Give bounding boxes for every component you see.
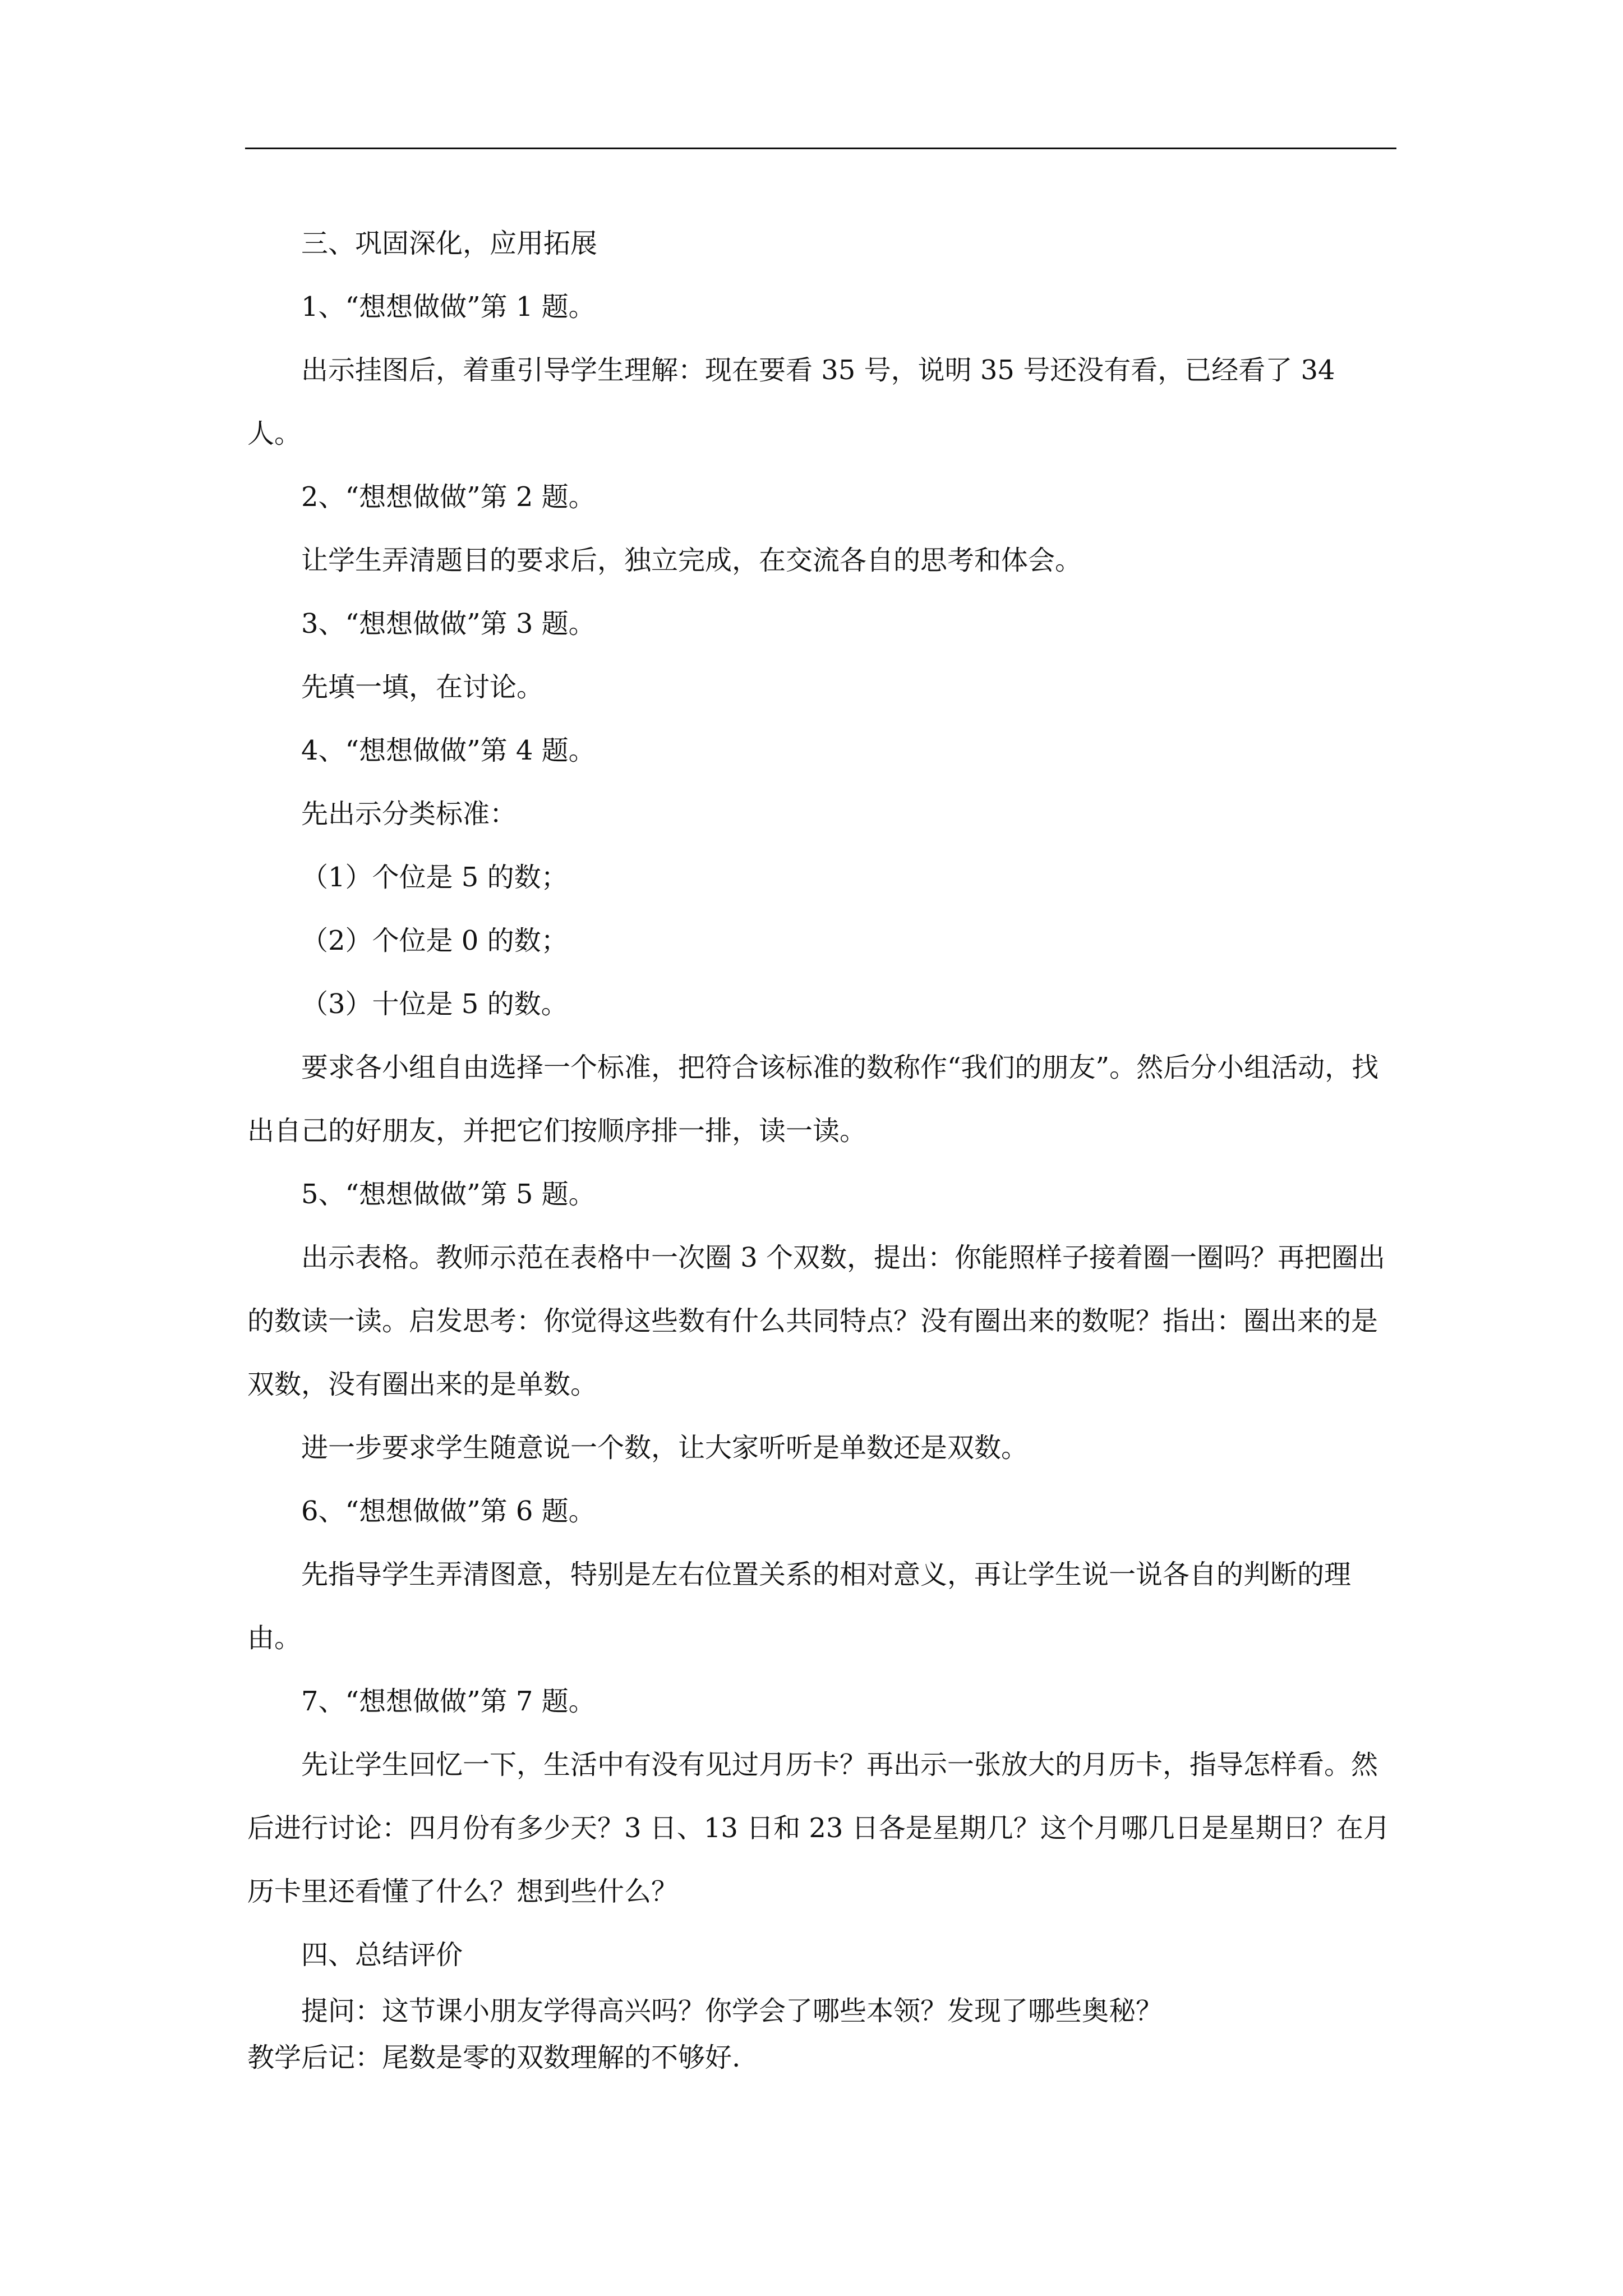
criterion-2: （2）个位是 0 的数； bbox=[301, 925, 568, 956]
document-body bbox=[247, 212, 1394, 2080]
exercise-text-4-intro: 先出示分类标准： bbox=[301, 798, 517, 830]
exercise-heading-5: 5、“想想做做”第 5 题。 bbox=[301, 1179, 596, 1210]
exercise-heading-4: 4、“想想做做”第 4 题。 bbox=[301, 735, 596, 766]
exercise-text-5-followup: 进一步要求学生随意说一个数，让大家听听是单数还是双数。 bbox=[301, 1432, 1029, 1464]
exercise-text-7: 先让学生回忆一下，生活中有没有见过月历卡？再出示一张放大的月历卡，指导怎样看。然后进行讨论：四月份有多少天？3 日、13 日和 23 日各是星期几？这个月哪几日是星期日？在月历卡里还看懂了什么？想到些什么？ bbox=[247, 1749, 1390, 1907]
exercise-heading-7: 7、“想想做做”第 7 题。 bbox=[301, 1686, 596, 1717]
exercise-text-1: 出示挂图后，着重引导学生理解：现在要看 35 号，说明 35 号还没有看，已经看了 34 人。 bbox=[247, 355, 1335, 449]
exercise-text-6: 先指导学生弄清图意，特别是左右位置关系的相对意义，再让学生说一说各自的判断的理由。 bbox=[247, 1559, 1352, 1654]
section-heading-consolidate: 三、巩固深化，应用拓展 bbox=[301, 228, 598, 259]
summary-question: 提问：这节课小朋友学得高兴吗？你学会了哪些本领？发现了哪些奥秘？ bbox=[301, 1995, 1163, 2027]
header-rule bbox=[245, 148, 1396, 149]
exercise-heading-1: 1、“想想做做”第 1 题。 bbox=[301, 291, 596, 323]
exercise-text-3: 先填一填，在讨论。 bbox=[301, 671, 544, 703]
exercise-heading-2: 2、“想想做做”第 2 题。 bbox=[301, 481, 596, 513]
exercise-heading-3: 3、“想想做做”第 3 题。 bbox=[301, 608, 596, 639]
exercise-text-2: 让学生弄清题目的要求后，独立完成，在交流各自的思考和体会。 bbox=[301, 545, 1082, 576]
teaching-notes: 教学后记：尾数是零的双数理解的不够好. bbox=[247, 2042, 741, 2073]
criterion-1: （1）个位是 5 的数； bbox=[301, 862, 568, 893]
criterion-3: （3）十位是 5 的数。 bbox=[301, 988, 568, 1020]
exercise-text-4: 要求各小组自由选择一个标准，把符合该标准的数称作“我们的朋友”。然后分小组活动，找出自己的好朋友，并把它们按顺序排一排，读一读。 bbox=[247, 1052, 1379, 1147]
exercise-heading-6: 6、“想想做做”第 6 题。 bbox=[301, 1496, 596, 1527]
section-heading-summary: 四、总结评价 bbox=[301, 1939, 463, 1971]
exercise-text-5: 出示表格。教师示范在表格中一次圈 3 个双数，提出：你能照样子接着圈一圈吗？再把圈出的数读一读。启发思考：你觉得这些数有什么共同特点？没有圈出来的数呢？指出：圈出来的是双数，没有圈出来的是单数。 bbox=[247, 1242, 1386, 1400]
